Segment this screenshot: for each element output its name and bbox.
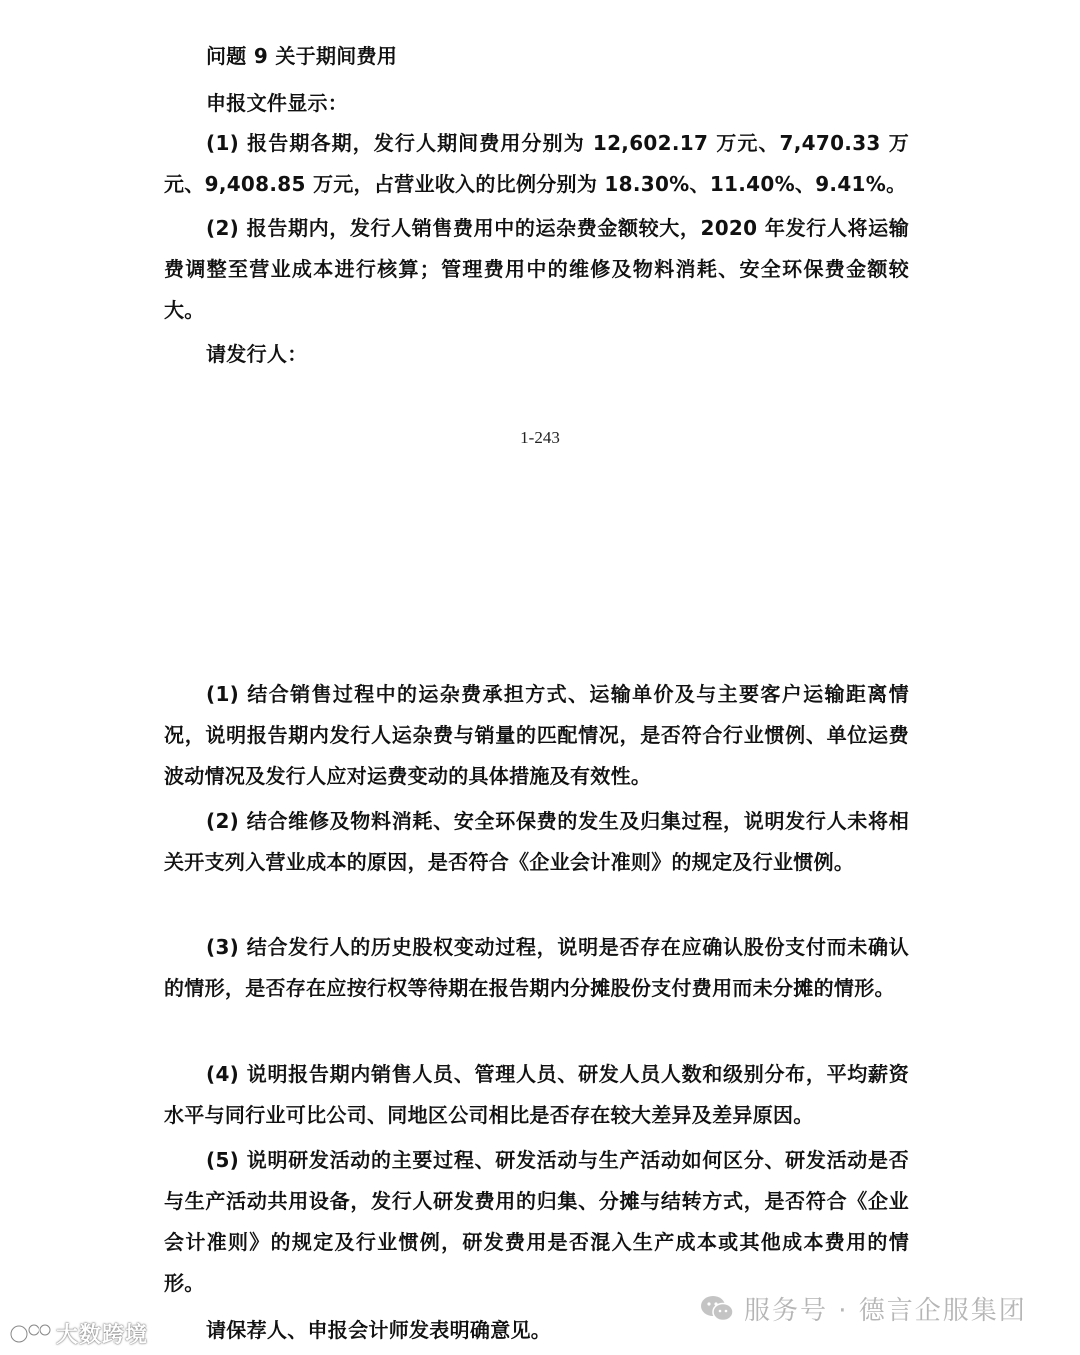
request-item-3: (3) 结合发行人的历史股权变动过程，说明是否存在应确认股份支付而未确认的情形，是否存在应按行权等待期在报告期内分摊股份支付费用而未分摊的情形。 bbox=[164, 935, 909, 1000]
request-label: 请发行人： bbox=[206, 342, 308, 366]
wechat-icon bbox=[700, 1294, 734, 1324]
watermark-left-text: 大数跨境 bbox=[56, 1323, 149, 1348]
request-item-2: (2) 结合维修及物料消耗、安全环保费的发生及归集过程，说明发行人未将相关开支列入营业成本的原因，是否符合《企业会计准则》的规定及行业惯例。 bbox=[164, 809, 909, 874]
request-item-1: (1) 结合销售过程中的运杂费承担方式、运输单价及与主要客户运输距离情况，说明报告期内发行人运杂费与销量的匹配情况，是否符合行业惯例、单位运费波动情况及发行人应对运费变动的具体措施及有效性。 bbox=[164, 682, 909, 788]
request-item-5: (5) 说明研发活动的主要过程、研发活动与生产活动如何区分、研发活动是否与生产活动共用设备，发行人研发费用的归集、分摊与结转方式，是否符合《企业会计准则》的规定及行业惯例，研发费用是否混入生产成本或其他成本费用的情形。 bbox=[164, 1148, 909, 1295]
page-number: 1-243 bbox=[520, 428, 560, 447]
intro-label: 申报文件显示： bbox=[206, 91, 349, 115]
closing-statement: 请保荐人、申报会计师发表明确意见。 bbox=[206, 1318, 552, 1342]
disclosure-item-1: (1) 报告期各期，发行人期间费用分别为 12,602.17 万元、7,470.33 万元、9,408.85 万元，占营业收入的比例分别为 18.30%、11.40%、9.41%。 bbox=[164, 131, 909, 196]
watermark-left bbox=[8, 1318, 148, 1349]
request-item-4: (4) 说明报告期内销售人员、管理人员、研发人员人数和级别分布，平均薪资水平与同行业可比公司、同地区公司相比是否存在较大差异及差异原因。 bbox=[164, 1062, 909, 1127]
watermark-right bbox=[700, 1290, 1027, 1327]
watermark-right-text: 服务号 · 德言企服集团 bbox=[744, 1296, 1027, 1326]
brand-logo-icon bbox=[8, 1321, 52, 1347]
question-heading: 问题 9 关于期间费用 bbox=[206, 44, 398, 68]
disclosure-item-2: (2) 报告期内，发行人销售费用中的运杂费金额较大，2020 年发行人将运输费调整至营业成本进行核算；管理费用中的维修及物料消耗、安全环保费金额较大。 bbox=[164, 216, 909, 322]
